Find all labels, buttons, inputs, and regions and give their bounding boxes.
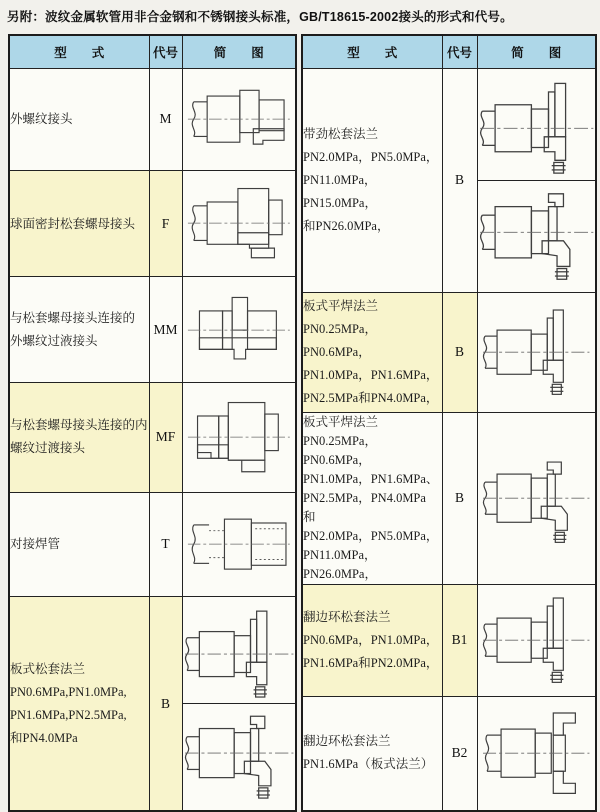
code-cell: B — [442, 292, 477, 412]
type-text-line: 外螺纹过液接头 — [10, 333, 98, 348]
diagram-cell — [477, 68, 596, 292]
type-cell — [302, 584, 442, 696]
diagram-butt-weld — [183, 498, 296, 590]
type-text-line: 翻边环松套法兰 — [303, 609, 391, 624]
code-cell: B — [149, 597, 182, 811]
diagram-flange-up — [183, 605, 296, 704]
type-text-line: PN11.0MPa，PN15.0MPa， — [303, 172, 377, 210]
type-text-line: PN1.6MPa（板式法兰） — [303, 757, 434, 772]
type-text-line: PN1.6MPa和PN2.0MPa， — [303, 655, 439, 670]
type-text-line: 带劲松套法兰 — [303, 126, 379, 141]
type-text-line: 翻边环松套法兰 — [303, 734, 391, 749]
table-row — [9, 68, 296, 170]
diagram-flange-up — [478, 304, 596, 400]
type-cell — [302, 292, 442, 412]
table-row — [9, 597, 296, 811]
code-cell: T — [149, 492, 182, 596]
column-header-code: 代号 — [149, 35, 182, 68]
diagram-cell — [477, 412, 596, 584]
header-row — [302, 35, 596, 68]
table-row — [9, 277, 296, 383]
code-cell: MM — [149, 277, 182, 383]
diagram-b2-collar — [478, 705, 596, 801]
type-cell — [302, 412, 442, 584]
diagram-cell — [477, 292, 596, 412]
diagram-male-thread — [183, 73, 296, 165]
diagram-stack — [478, 77, 596, 283]
diagram-cell — [182, 597, 296, 811]
code-cell: B2 — [442, 696, 477, 811]
type-text-line: PN2.5MPa，PN4.0MPa 和 — [303, 490, 426, 524]
type-text-line: PN0.6MPa，PN1.0MPa， — [303, 632, 439, 647]
type-text-line: 螺纹过渡接头 — [10, 441, 86, 456]
type-text-line: 和PN4.0MPa — [10, 730, 78, 745]
type-text-line: 对接焊管 — [10, 537, 61, 552]
code-cell: F — [149, 170, 182, 277]
table-row — [302, 696, 596, 811]
diagram-cell — [477, 584, 596, 696]
table-row — [302, 292, 596, 412]
diagram-flange-down — [183, 704, 296, 802]
tables-wrap — [8, 34, 597, 812]
type-text-line: PN1.6MPa,PN2.5MPa, — [10, 707, 127, 722]
type-text-line: PN0.6MPa,PN1.0MPa, — [10, 684, 127, 699]
table-row — [302, 68, 596, 292]
type-text-line: 和PN26.0MPa， — [303, 218, 390, 233]
type-cell — [302, 68, 442, 292]
diagram-cell — [182, 170, 296, 277]
right-fittings-table — [301, 34, 597, 812]
type-text-line: PN1.0MPa，PN1.6MPa、 — [303, 471, 439, 486]
column-header-type: 型 式 — [302, 35, 442, 68]
code-cell: B — [442, 412, 477, 584]
table-row — [9, 492, 296, 596]
type-text-line: 与松套螺母接头连接的 — [10, 310, 136, 325]
diagram-flange-up — [478, 592, 596, 688]
table-row — [302, 584, 596, 696]
left-table-body — [9, 68, 296, 811]
diagram-female-adapter — [183, 391, 296, 483]
diagram-flange-down — [478, 181, 596, 284]
type-cell — [9, 277, 149, 383]
diagram-flange-down — [478, 450, 596, 546]
right-table-body — [302, 68, 596, 811]
column-header-diagram: 简 图 — [477, 35, 596, 68]
type-cell — [9, 597, 149, 811]
type-text-line: 板式松套法兰 — [10, 661, 86, 676]
diagram-cell — [477, 696, 596, 811]
type-text-line: 与松套螺母接头连接的内 — [10, 418, 148, 433]
type-cell — [9, 492, 149, 596]
diagram-cell — [182, 68, 296, 170]
code-cell: M — [149, 68, 182, 170]
type-cell — [9, 382, 149, 492]
type-text-line: 板式平焊法兰 — [303, 414, 379, 429]
type-text-line: 板式平焊法兰 — [303, 298, 379, 313]
type-text-line: PN2.5MPa和PN4.0MPa， — [303, 390, 439, 405]
code-cell: MF — [149, 382, 182, 492]
diagram-union-nut — [183, 177, 296, 269]
code-cell: B1 — [442, 584, 477, 696]
type-text-line: 球面密封松套螺母接头 — [10, 216, 136, 231]
type-text-line: PN0.25MPa，PN0.6MPa， — [303, 321, 377, 359]
column-header-type: 型 式 — [9, 35, 149, 68]
header-row — [9, 35, 296, 68]
left-fittings-table — [8, 34, 297, 812]
type-text-line: PN2.0MPa，PN5.0MPa， — [303, 528, 439, 543]
type-text-line: PN11.0MPa，PN26.0MPa， — [303, 547, 377, 581]
diagram-cell — [182, 492, 296, 596]
type-text-line: 外螺纹接头 — [10, 112, 73, 127]
diagram-cell — [182, 277, 296, 383]
type-cell — [9, 68, 149, 170]
table-row — [302, 412, 596, 584]
type-cell — [9, 170, 149, 277]
column-header-code: 代号 — [442, 35, 477, 68]
type-text-line: PN2.0MPa，PN5.0MPa， — [303, 149, 439, 164]
column-header-diagram: 简 图 — [182, 35, 296, 68]
table-row — [9, 170, 296, 277]
type-text-line: PN0.25MPa，PN0.6MPa， — [303, 433, 377, 467]
diagram-male-nipple — [183, 284, 296, 376]
type-text-line: PN1.0MPa，PN1.6MPa， — [303, 367, 439, 382]
table-row — [9, 382, 296, 492]
type-cell — [302, 696, 442, 811]
code-cell: B — [442, 68, 477, 292]
diagram-flange-up — [478, 77, 596, 181]
page-title: 另附：波纹金属软管用非合金钢和不锈钢接头标准，GB/T18615-2002接头的形式和代号。 — [7, 10, 513, 24]
diagram-stack — [183, 605, 296, 802]
diagram-cell — [182, 382, 296, 492]
